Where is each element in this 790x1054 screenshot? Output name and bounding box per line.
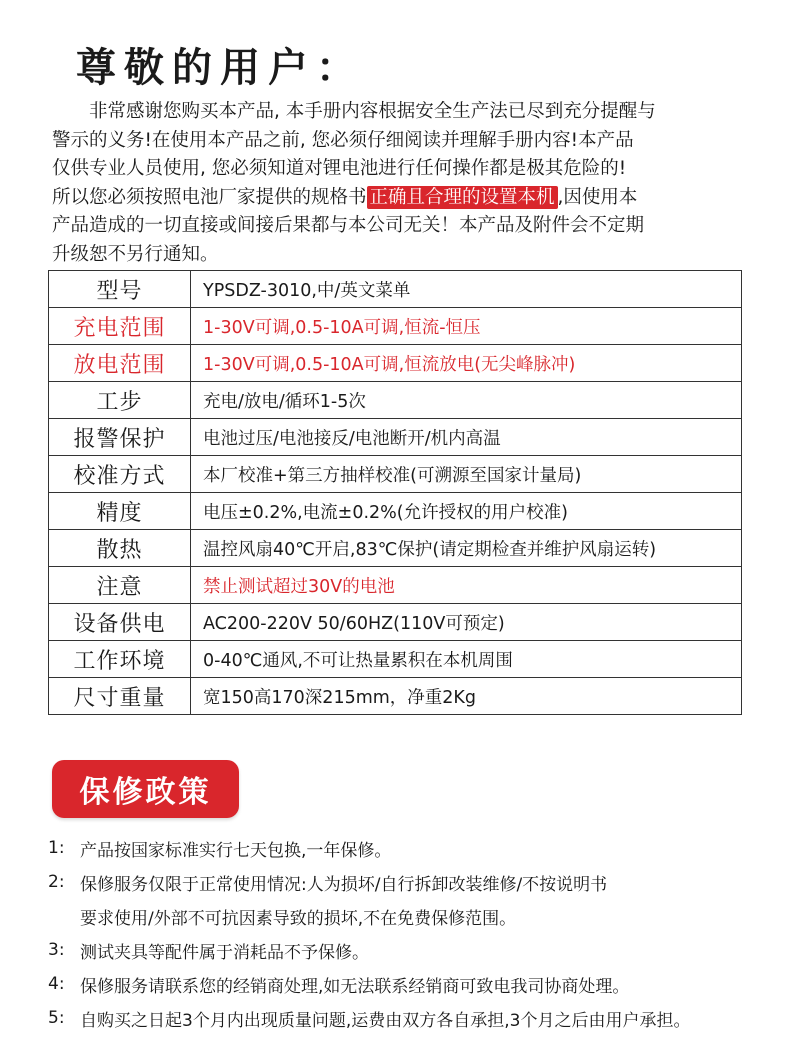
item-text: 测试夹具等配件属于消耗品不予保修。 <box>80 942 369 963</box>
spec-value: 1-30V可调,0.5-10A可调,恒流放电(无尖峰脉冲) <box>191 345 742 382</box>
spec-value: 温控风扇40℃开启,83℃保护(请定期检查并维护风扇运转) <box>191 530 742 567</box>
intro-paragraph <box>52 98 742 269</box>
list-item <box>48 865 768 899</box>
list-item <box>48 831 768 865</box>
spec-row-environment <box>49 641 742 678</box>
spec-value: 电压±0.2%,电流±0.2%(允许授权的用户校准) <box>191 493 742 530</box>
spec-key: 型号 <box>49 271 191 308</box>
item-text: 保修服务请联系您的经销商处理,如无法联系经销商可致电我司协商处理。 <box>80 976 630 997</box>
item-text: 保修服务仅限于正常使用情况:人为损坏/自行拆卸改装维修/不按说明书 <box>80 874 608 895</box>
spec-value: 禁止测试超过30V的电池 <box>191 567 742 604</box>
spec-row-model <box>49 271 742 308</box>
intro-line-4 <box>52 184 742 213</box>
spec-row-charge-range <box>49 308 742 345</box>
spec-row-steps <box>49 382 742 419</box>
intro-line-4-before: 所以您必须按照电池厂家提供的规格书 <box>52 186 367 208</box>
spec-key: 放电范围 <box>49 345 191 382</box>
spec-value: AC200-220V 50/60HZ(110V可预定) <box>191 604 742 641</box>
spec-key: 散热 <box>49 530 191 567</box>
spec-value: YPSDZ-3010,中/英文菜单 <box>191 271 742 308</box>
item-text: 产品按国家标准实行七天包换,一年保修。 <box>80 840 392 861</box>
spec-value: 1-30V可调,0.5-10A可调,恒流-恒压 <box>191 308 742 345</box>
item-number: 2: <box>48 872 65 892</box>
spec-key: 设备供电 <box>49 604 191 641</box>
item-number: 5: <box>48 1008 65 1028</box>
warranty-list <box>48 831 768 1035</box>
spec-key: 充电范围 <box>49 308 191 345</box>
spec-row-calibration <box>49 456 742 493</box>
list-item-continuation <box>48 899 768 933</box>
intro-line-4-after: ,因使用本 <box>557 186 638 208</box>
item-number: 1: <box>48 838 65 858</box>
list-item <box>48 1001 768 1035</box>
spec-key: 尺寸重量 <box>49 678 191 715</box>
intro-line-6: 升级恕不另行通知。 <box>52 243 219 265</box>
list-item <box>48 967 768 1001</box>
spec-key: 工步 <box>49 382 191 419</box>
spec-table <box>48 270 742 715</box>
spec-row-power <box>49 604 742 641</box>
warranty-heading-badge: 保修政策 <box>52 760 239 818</box>
intro-line-1: 非常感谢您购买本产品, 本手册内容根据安全生产法已尽到充分提醒与 <box>89 101 656 122</box>
spec-value: 电池过压/电池接反/电池断开/机内高温 <box>191 419 742 456</box>
intro-line-3: 仅供专业人员使用, 您必须知道对锂电池进行任何操作都是极其危险的! <box>52 158 627 179</box>
spec-value: 0-40℃通风,不可让热量累积在本机周围 <box>191 641 742 678</box>
item-number: 3: <box>48 940 65 960</box>
spec-key: 精度 <box>49 493 191 530</box>
spec-key: 校准方式 <box>49 456 191 493</box>
spec-key: 注意 <box>49 567 191 604</box>
spec-key: 报警保护 <box>49 419 191 456</box>
spec-row-discharge-range <box>49 345 742 382</box>
spec-value: 宽150高170深215mm，净重2Kg <box>191 678 742 715</box>
spec-row-precision <box>49 493 742 530</box>
list-item <box>48 933 768 967</box>
spec-row-size-weight <box>49 678 742 715</box>
intro-line-5: 产品造成的一切直接或间接后果都与本公司无关！本产品及附件会不定期 <box>52 215 645 236</box>
spec-value: 充电/放电/循环1-5次 <box>191 382 742 419</box>
spec-value: 本厂校准+第三方抽样校准(可溯源至国家计量局) <box>191 456 742 493</box>
spec-row-caution <box>49 567 742 604</box>
intro-line-2: 警示的义务!在使用本产品之前, 您必须仔细阅读并理解手册内容!本产品 <box>52 129 634 151</box>
spec-row-alarm <box>49 419 742 456</box>
item-text: 要求使用/外部不可抗因素导致的损坏,不在免费保修范围。 <box>80 908 517 929</box>
spec-key: 工作环境 <box>49 641 191 678</box>
item-text: 自购买之日起3个月内出现质量问题,运费由双方各自承担,3个月之后由用户承担。 <box>80 1010 691 1031</box>
item-number: 4: <box>48 974 65 994</box>
highlight-text: 正确且合理的设置本机 <box>367 186 558 209</box>
page-title: 尊敬的用户： <box>76 45 364 91</box>
spec-row-cooling <box>49 530 742 567</box>
